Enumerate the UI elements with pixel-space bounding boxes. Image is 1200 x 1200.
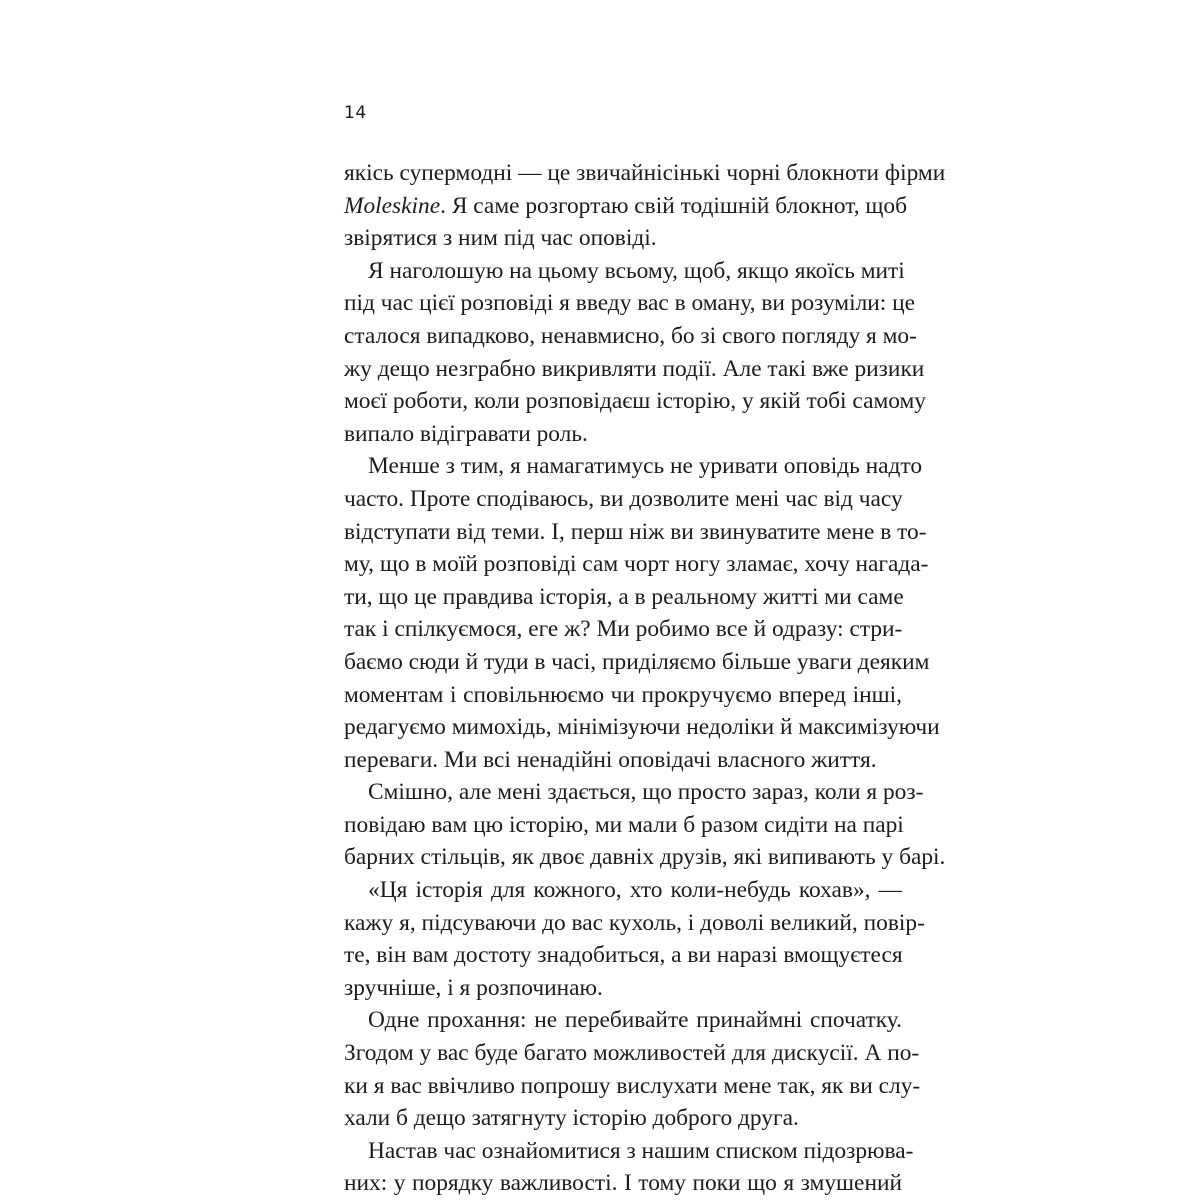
text-line: Moleskine. Я саме розгортаю свій тодішній блокнот, щоб xyxy=(344,192,908,219)
text-line: Смішно, але мені здається, що просто зараз, коли я роз- xyxy=(368,779,924,806)
text-line: часто. Проте сподіваюсь, ви дозволите мені час від часу xyxy=(344,485,903,512)
text-line: якісь супермодні — це звичайнісінькі чорні блокноти фірми xyxy=(344,160,946,186)
text-line: жу дещо незграбно викривляти події. Але такі вже ризики xyxy=(344,355,925,382)
text-line: під час цієї розповіді я введу вас в оману, ви розуміли: це xyxy=(344,290,916,317)
text-line: Менше з тим, я намагатимусь не уривати оповідь надто xyxy=(368,453,923,480)
text-line: моєї роботи, коли розповідаєш історію, у якій тобі самому xyxy=(344,388,927,415)
text-line: так і спілкуємося, еге ж? Ми робимо все й одразу: стри- xyxy=(344,616,903,643)
text-line: хали б дещо затягнуту історію доброго друга. xyxy=(344,1105,799,1132)
text-line: Я наголошую на цьому всьому, щоб, якщо якоїсь миті xyxy=(368,257,905,284)
text-line: переваги. Ми всі ненадійні оповідачі власного життя. xyxy=(344,746,877,773)
text-line: них: у порядку важливості. І тому поки що я змушений xyxy=(344,1170,902,1197)
text-line: Настав час ознайомитися з нашим списком підозрюва- xyxy=(368,1137,914,1164)
text-line: відступати від теми. І, перш ніж ви звинуватите мене в то- xyxy=(344,518,927,545)
text-line: кажу я, підсуваючи до вас кухоль, і доволі великий, повір- xyxy=(344,909,925,936)
text-line: «Ця історія для кожного, хто коли-небудь кохав», — xyxy=(368,877,902,904)
text-line: зручніше, і я розпочинаю. xyxy=(344,974,603,1001)
page-number: 14 xyxy=(344,103,367,123)
text-line: моментам і сповільнюємо чи прокручуємо вперед інші, xyxy=(344,681,902,708)
text-line: баємо сюди й туди в часі, приділяємо більше уваги деяким xyxy=(344,648,930,675)
text-line: му, що в моїй розповіді сам чорт ногу зламає, хочу нагада- xyxy=(344,551,929,578)
text-line: Одне прохання: не перебивайте принаймні спочатку. xyxy=(368,1007,902,1034)
text-line: ки я вас ввічливо попрошу вислухати мене так, як ви слу- xyxy=(344,1072,921,1099)
text-line: випало відігравати роль. xyxy=(344,420,588,447)
text-line: Згодом у вас буде багато можливостей для дискусії. А по- xyxy=(344,1040,920,1067)
text-line: звірятися з ним під час оповіді. xyxy=(344,225,657,252)
text-line: редагуємо мимохідь, мінімізуючи недоліки й максимізуючи xyxy=(344,714,940,741)
body-text xyxy=(344,157,946,1200)
text-line: сталося випадково, ненавмисно, бо зі свого погляду я мо- xyxy=(344,322,917,349)
text-line: барних стільців, як двоє давніх друзів, які випивають у барі. xyxy=(344,844,946,871)
text-line: те, він вам достоту знадобиться, а ви наразі вмощуєтеся xyxy=(344,942,903,969)
text-line: ти, що це правдива історія, а в реальному житті ми саме xyxy=(344,583,904,610)
text-line: повідаю вам цю історію, ми мали б разом сидіти на парі xyxy=(344,811,904,838)
